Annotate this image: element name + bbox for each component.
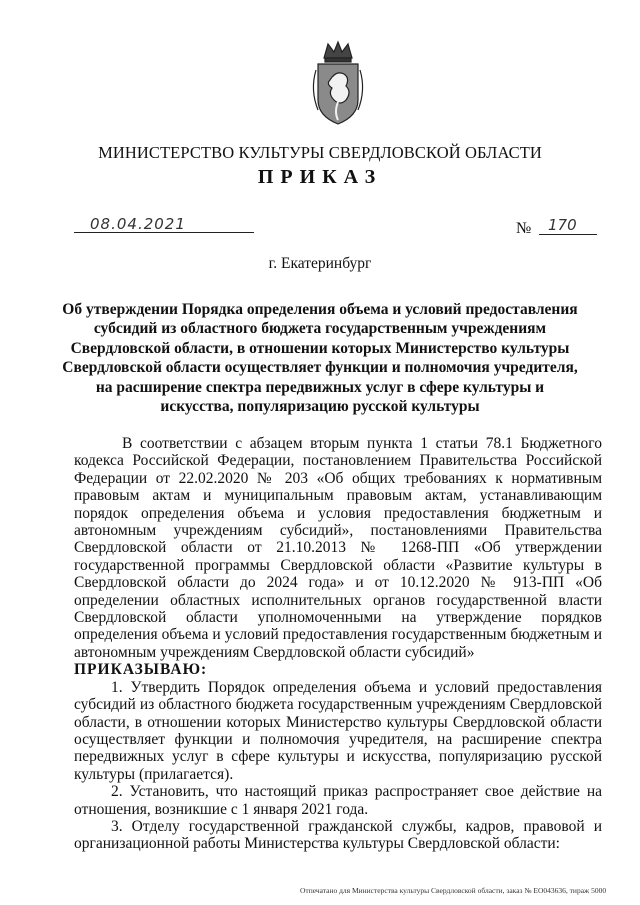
order-title: Об утверждении Порядка определения объема и условий предоставления субсидий из областного бюджета государственным учреждениям Свердловской области, в отношении которых Министерство культуры Свердловской области осуществляет функции и полномочия учредителя, на расширение спектра передвижных услуг в сфере культуры и искусства, популяризацию русской культуры — [62, 301, 578, 416]
ministry-name: МИНИСТЕРСТВО КУЛЬТУРЫ СВЕРДЛОВСКОЙ ОБЛАСТИ — [98, 143, 542, 162]
order-number: 170 — [548, 216, 577, 234]
print-footer: Отпечатано для Министерства культуры Свердловской области, заказ № ЕО043636, тираж 5000 — [300, 886, 607, 895]
order-item-1: 1. Утвердить Порядок определения объема и условий предоставления субсидий из областного бюджета государственным учреждениям Свердловской области, в отношении которых Министерство культуры Свердловской области осуществляет функции и полномочия учредителя, на расширение спектра передвижных услуг в сфере культуры и искусства, популяризацию русской культуры (прилагается). — [74, 678, 602, 783]
number-underline — [539, 234, 597, 235]
order-number-label: № — [516, 220, 532, 237]
order-item-3: 3. Отделу государственной гражданской службы, кадров, правовой и организационной работы Министерства культуры Свердловской области: — [74, 817, 602, 853]
city: г. Екатеринбург — [268, 255, 372, 272]
coat-of-arms-emblem — [308, 40, 368, 135]
order-item-2: 2. Установить, что настоящий приказ распространяет свое действие на отношения, возникшие с 1 января 2021 года. — [74, 783, 602, 818]
document-type: ПРИКАЗ — [257, 166, 383, 188]
order-body — [74, 435, 602, 853]
order-word: ПРИКАЗЫВАЮ: — [74, 661, 208, 679]
preamble-paragraph: В соответствии с абзацем вторым пункта 1 статьи 78.1 Бюджетного кодекса Российской Федерации, постановлением Правительства Российской Федерации от 22.02.2020 № 203 «Об общих требованиях к нормативным правовым актам и муниципальным правовым актам, устанавливающим порядок определения объема и условия предоставления бюджетным и автономным учреждениям субсидий», постановлениями Правительства Свердловской области от 21.10.2013 № 1268-ПП «Об утверждении государственной программы Свердловской области «Развитие культуры в Свердловской области до 2024 года» и от 10.12.2020 № 913-ПП «Об определении областных исполнительных органов государственной власти Свердловской области уполномоченными на утверждение порядков определения объема и условий предоставления государственным бюджетным и автономным учреждениям Свердловской области субсидий» — [74, 435, 602, 661]
order-date: 08.04.2021 — [90, 215, 186, 233]
